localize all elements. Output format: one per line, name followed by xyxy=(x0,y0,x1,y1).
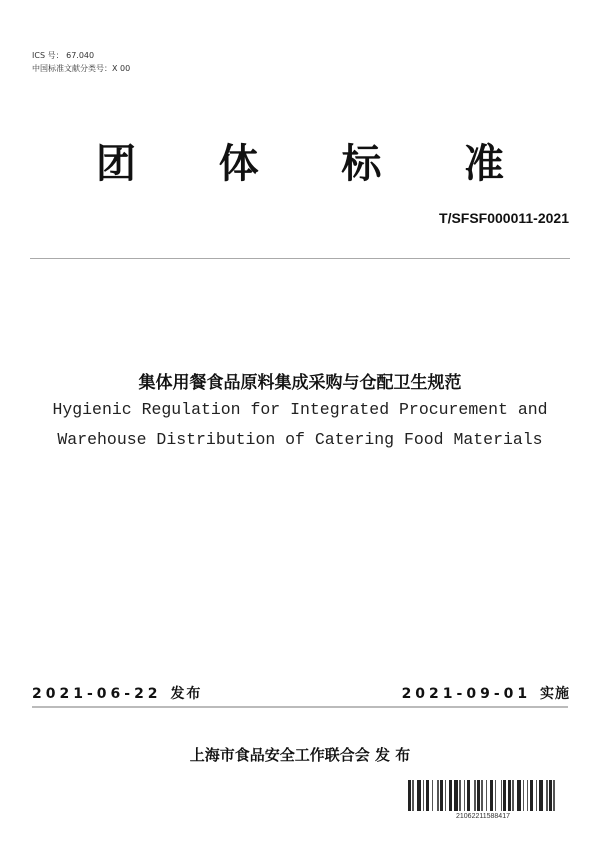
title-char: 标 xyxy=(341,141,382,187)
implement-date-value: 2021-09-01 xyxy=(401,686,532,702)
publisher: 上海市食品安全工作联合会 发 布 xyxy=(189,746,411,764)
barcode-number: 21062211588417 xyxy=(456,813,510,820)
title-char: 准 xyxy=(463,141,504,187)
title-english-line2: Warehouse Distribution of Catering Food Materials xyxy=(57,430,543,449)
barcode-space xyxy=(555,780,558,811)
document-type-title xyxy=(0,132,600,189)
implement-date xyxy=(402,683,570,703)
issue-date xyxy=(32,683,202,703)
title-char: 团 xyxy=(96,141,136,187)
title-chinese: 集体用餐食品原料集成采购与仓配卫生规范 xyxy=(138,373,462,393)
ics-number: ICS 号： 67.040 xyxy=(32,51,95,60)
bottom-divider xyxy=(32,706,568,708)
title-char: 体 xyxy=(218,141,259,187)
issue-date-value: 2021-06-22 xyxy=(32,686,162,702)
standard-code: T/SFSF000011-2021 xyxy=(439,210,569,226)
title-english-line1: Hygienic Regulation for Integrated Procurement and xyxy=(52,400,548,419)
barcode xyxy=(408,780,558,811)
top-divider xyxy=(30,258,570,259)
issue-label: 发布 xyxy=(170,686,203,702)
classification-number: 中国标准文献分类号：X 00 xyxy=(32,64,131,73)
implement-label: 实施 xyxy=(540,686,570,702)
